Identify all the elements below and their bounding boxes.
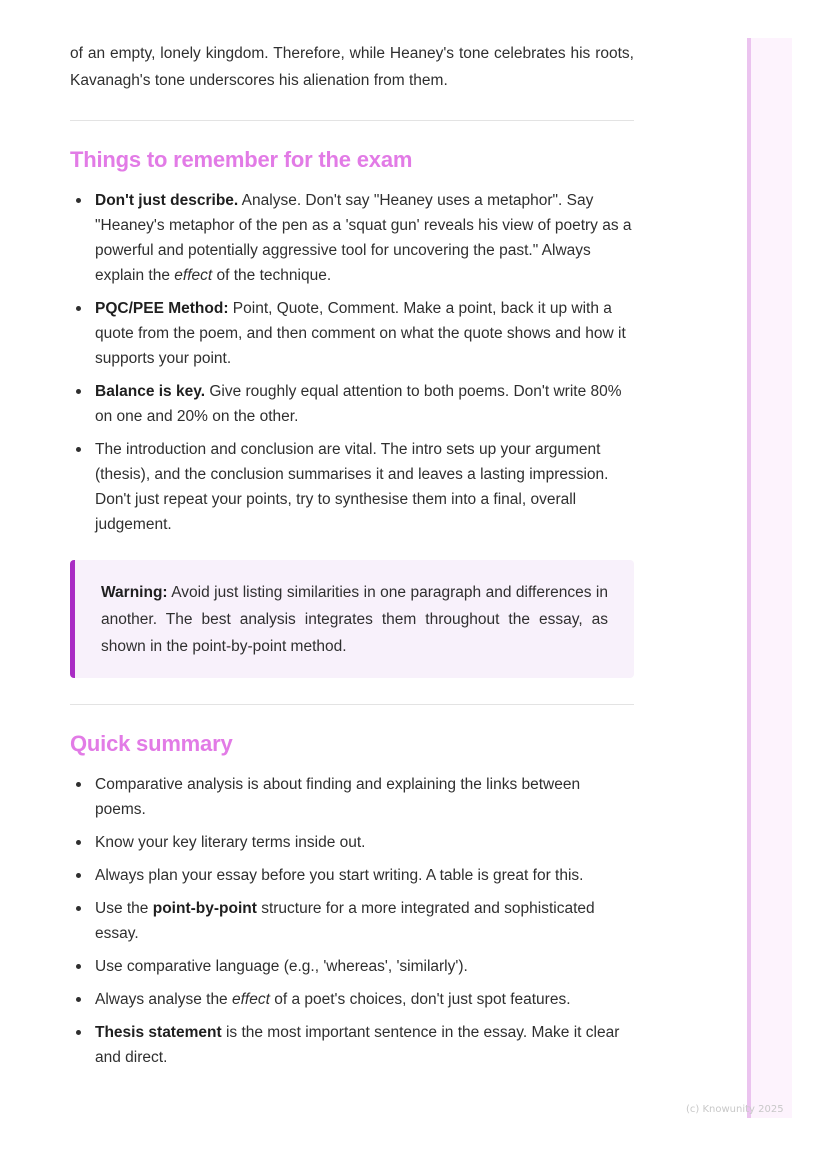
item-text: Always plan your essay before you start writing. A table is great for this. bbox=[95, 867, 584, 884]
item-text: Know your key literary terms inside out. bbox=[95, 834, 366, 851]
list-item bbox=[70, 954, 634, 979]
exam-section-heading: Things to remember for the exam bbox=[70, 147, 413, 172]
item-text: Use comparative language (e.g., 'whereas', 'similarly'). bbox=[95, 958, 468, 975]
item-text: Give roughly equal attention to both poems. Don't write 80% on one and 20% on the other. bbox=[95, 383, 622, 425]
document-content bbox=[70, 40, 634, 1070]
item-text: Always analyse the bbox=[95, 991, 232, 1008]
list-item bbox=[70, 379, 634, 429]
item-text: is the most important sentence in the essay. Make it clear and direct. bbox=[95, 1024, 620, 1066]
list-item bbox=[70, 188, 634, 288]
intro-paragraph: of an empty, lonely kingdom. Therefore, while Heaney's tone celebrates his roots, Kavanagh's tone underscores his alienation from them. bbox=[70, 45, 634, 89]
bold-lead: Thesis statement bbox=[95, 1024, 222, 1041]
item-text: Point, Quote, Comment. Make a point, back it up with a quote from the poem, and then comment on what the quote shows and how it supports your point. bbox=[95, 300, 626, 367]
item-text: of a poet's choices, don't just spot features. bbox=[269, 991, 571, 1008]
warning-text: Avoid just listing similarities in one paragraph and differences in another. The best analysis integrates them throughout the essay, as shown in the point-by-point method. bbox=[101, 584, 608, 655]
item-text: Analyse. Don't say "Heaney uses a metaphor". Say "Heaney's metaphor of the pen as a 'squat gun' reveals his view of poetry as a powerful and potentially aggressive tool for uncovering the past." Always explain the bbox=[95, 192, 632, 284]
summary-section-heading: Quick summary bbox=[70, 731, 233, 756]
list-item bbox=[70, 830, 634, 855]
list-item bbox=[70, 772, 634, 822]
bold-lead: Balance is key. bbox=[95, 383, 206, 400]
bold-text: point-by-point bbox=[152, 900, 257, 917]
summary-list bbox=[70, 772, 634, 1070]
list-item bbox=[70, 896, 634, 946]
list-item bbox=[70, 863, 634, 888]
page-sidebar bbox=[747, 38, 792, 1118]
bold-lead: PQC/PEE Method: bbox=[95, 300, 229, 317]
copyright-footer: (c) Knowunity 2025 bbox=[686, 1104, 784, 1115]
list-item bbox=[70, 987, 634, 1012]
list-item bbox=[70, 1020, 634, 1070]
bold-lead: Don't just describe. bbox=[95, 192, 239, 209]
item-text: Comparative analysis is about finding and explaining the links between poems. bbox=[95, 776, 581, 818]
exam-tips-list bbox=[70, 188, 634, 537]
list-item bbox=[70, 296, 634, 371]
italic-text: effect bbox=[174, 267, 213, 284]
section-divider bbox=[70, 704, 634, 705]
item-text: of the technique. bbox=[212, 267, 332, 284]
list-item bbox=[70, 437, 634, 537]
section-divider bbox=[70, 120, 634, 121]
warning-callout bbox=[70, 560, 634, 678]
item-text: Use the bbox=[95, 900, 153, 917]
item-text: structure for a more integrated and sophisticated essay. bbox=[95, 900, 595, 942]
item-text: The introduction and conclusion are vital. The intro sets up your argument (thesis), and the conclusion summarises it and leaves a lasting impression. Don't just repeat your points, try to synthesise them into a final, overall judgement. bbox=[95, 441, 609, 533]
warning-label: Warning: bbox=[101, 584, 168, 601]
italic-text: effect bbox=[232, 991, 270, 1008]
